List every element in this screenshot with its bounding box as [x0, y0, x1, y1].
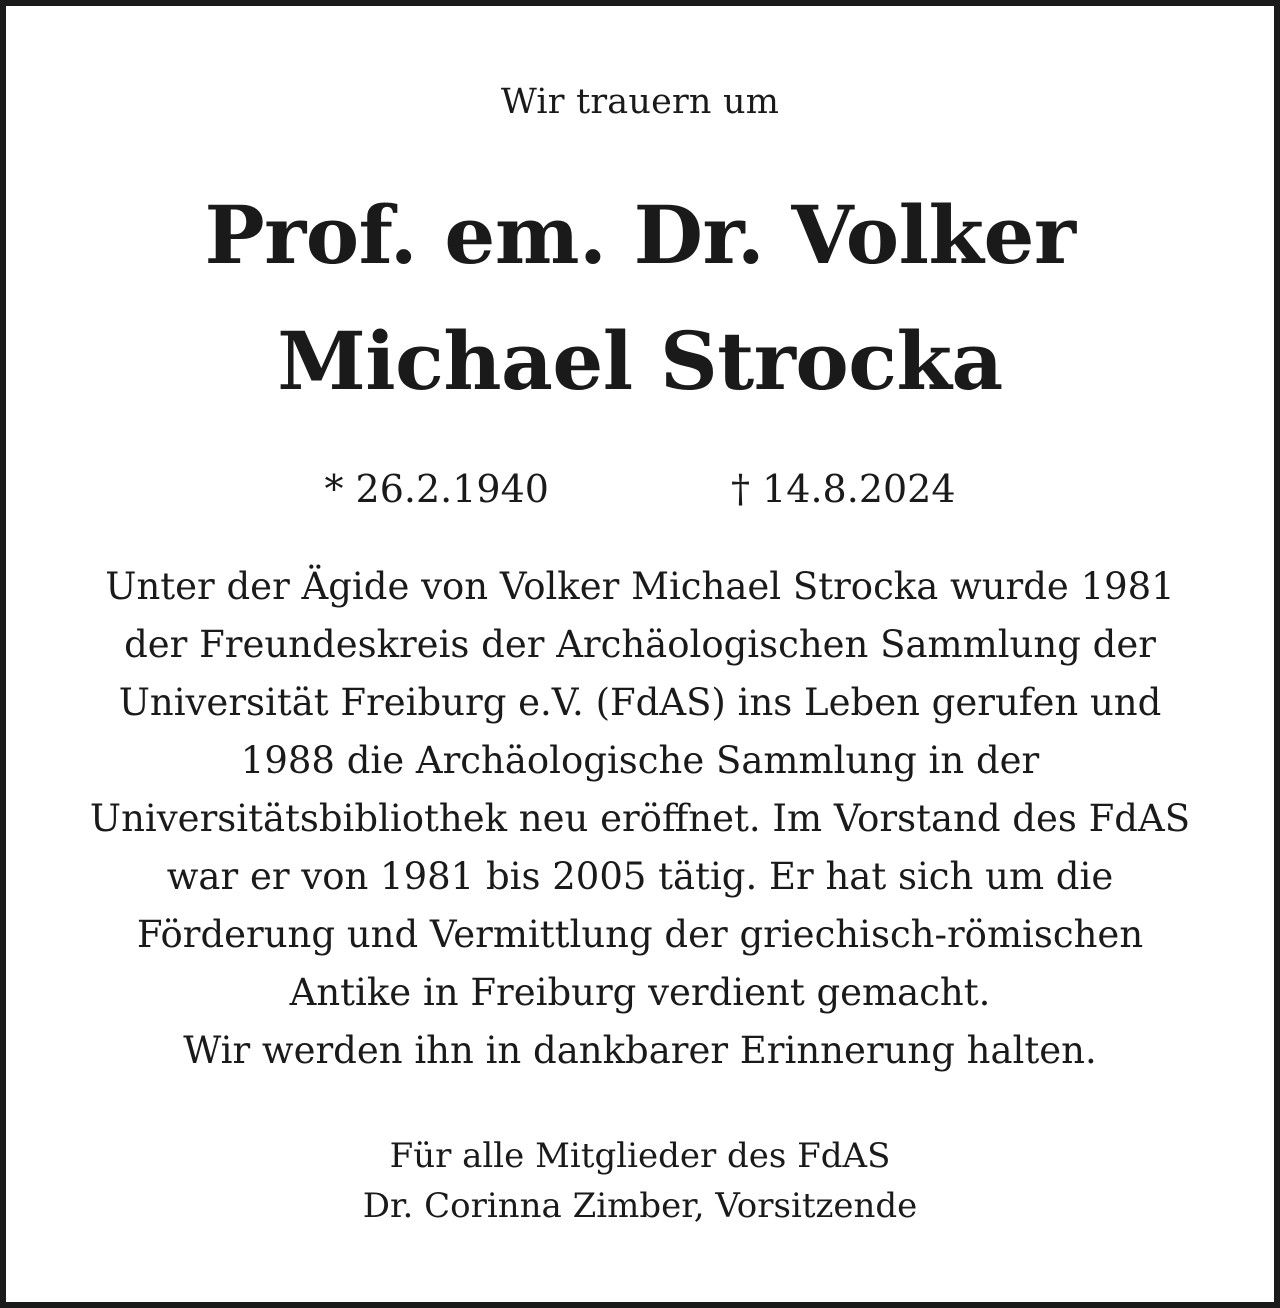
tribute-line: Förderung und Vermittlung der griechisch-römischen — [136, 913, 1144, 956]
tribute-paragraph — [46, 558, 1234, 1080]
birth-date: * 26.2.1940 — [324, 467, 549, 511]
tribute-line: Unter der Ägide von Volker Michael Strocka wurde 1981 — [105, 565, 1175, 608]
intro-text: Wir trauern um — [500, 82, 780, 122]
signature-block — [6, 1131, 1274, 1231]
name-line-1: Prof. em. Dr. Volker — [204, 188, 1076, 282]
life-dates — [6, 462, 1274, 516]
tribute-line: Universität Freiburg e.V. (FdAS) ins Leben gerufen und — [118, 681, 1162, 724]
death-date: † 14.8.2024 — [731, 467, 956, 511]
tribute-line: Wir werden ihn in dankbarer Erinnerung halten. — [183, 1029, 1097, 1072]
tribute-line: 1988 die Archäologische Sammlung in der — [240, 739, 1040, 782]
tribute-line: Universitätsbibliothek neu eröffnet. Im Vorstand des FdAS — [89, 797, 1191, 840]
tribute-line: Antike in Freiburg verdient gemacht. — [289, 971, 991, 1014]
tribute-line: war er von 1981 bis 2005 tätig. Er hat sich um die — [166, 855, 1114, 898]
name-line-2: Michael Strocka — [277, 314, 1003, 408]
signature-line-signer: Dr. Corinna Zimber, Vorsitzende — [362, 1186, 918, 1226]
tribute-line: der Freundeskreis der Archäologischen Sammlung der — [124, 623, 1156, 666]
signature-line-organization: Für alle Mitglieder des FdAS — [389, 1136, 891, 1176]
deceased-name — [6, 172, 1274, 424]
